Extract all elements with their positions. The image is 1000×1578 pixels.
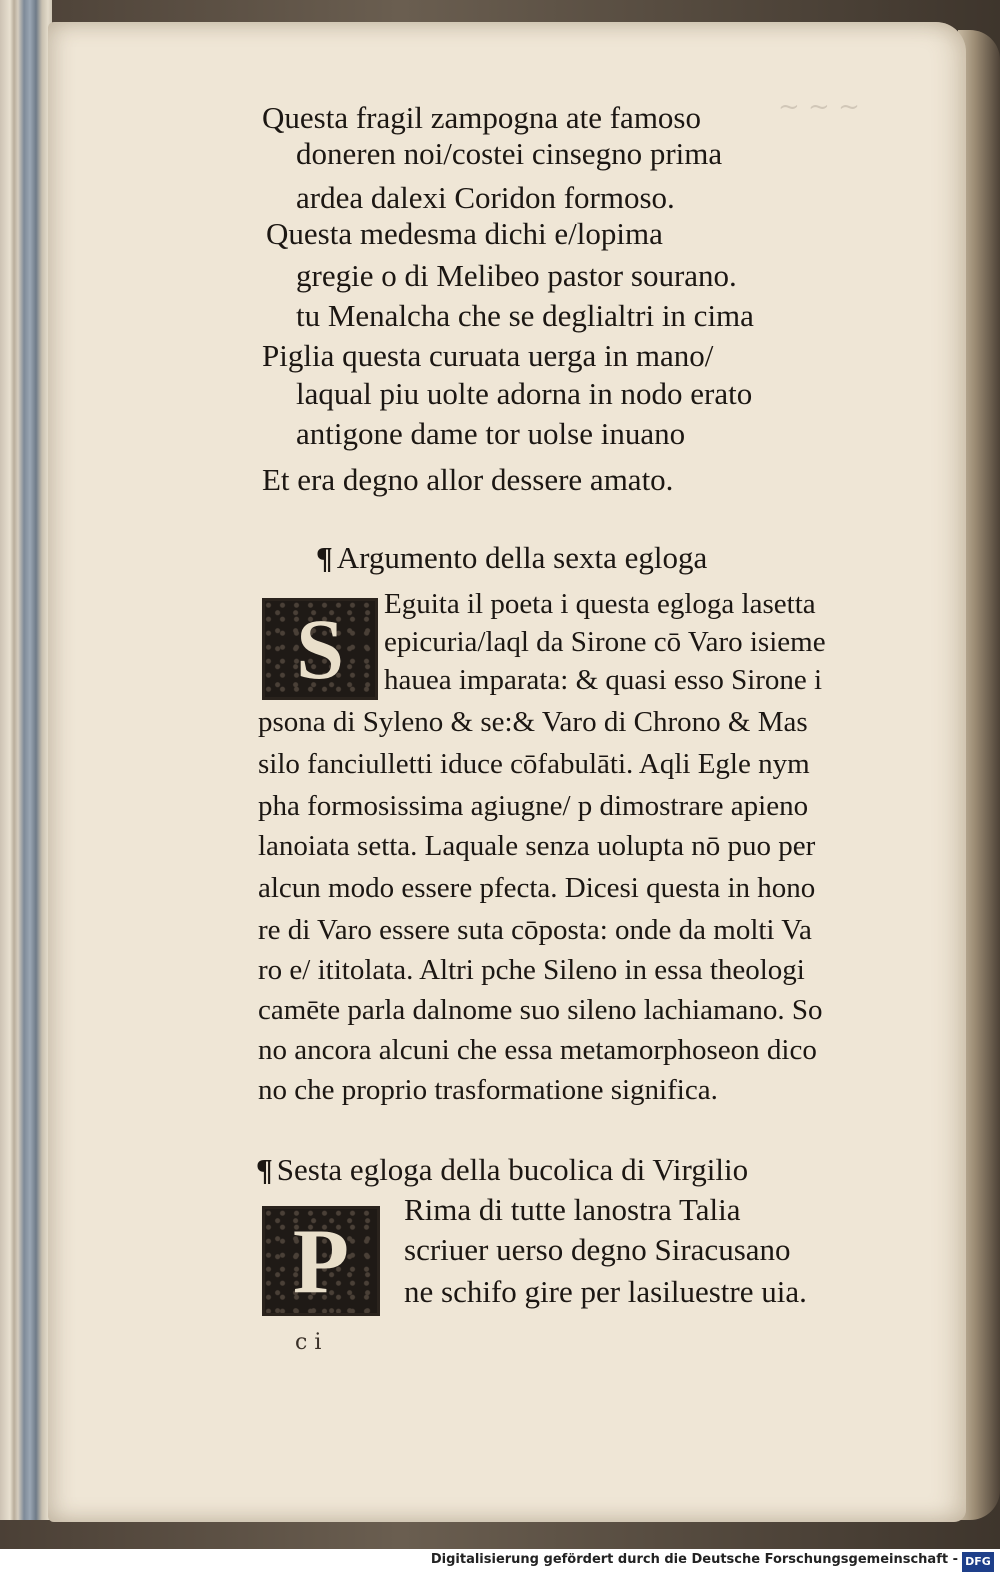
poem-line-5: gregie o di Melibeo pastor sourano. — [296, 258, 737, 293]
poem-line-7: Piglia questa curuata uerga in mano/ — [262, 338, 714, 373]
argument-heading-text: Argumento della sexta egloga — [336, 540, 708, 575]
dfg-logo-icon: DFG — [962, 1552, 994, 1572]
argument-line-10: ro e/ ititolata. Altri pche Sileno in essa theologi — [258, 954, 805, 986]
poem-line-3: ardea dalexi Coridon formoso. — [296, 180, 675, 215]
sesta-line-2: scriuer uerso degno Siracusano — [404, 1232, 791, 1267]
argument-line-3: hauea imparata: & quasi esso Sirone i — [384, 664, 823, 696]
poem-line-1: Questa fragil zampogna ate famoso — [262, 100, 701, 135]
argument-line-6: pha formosissima agiugne/ p dimostrare apieno — [258, 790, 809, 822]
poem-line-9: antigone dame tor uolse inuano — [296, 416, 686, 451]
poem-line-2: doneren noi/costei cinsegno prima — [296, 136, 723, 171]
sesta-line-3: ne schifo gire per lasiluestre uia. — [404, 1274, 807, 1309]
footer-credit: Digitalisierung gefördert durch die Deutsche Forschungsgemeinschaft - — [430, 1552, 958, 1567]
decorated-initial-p: P — [262, 1206, 380, 1316]
sesta-heading — [256, 1150, 748, 1190]
signature-mark: c i — [295, 1330, 322, 1355]
poem-line-6: tu Menalcha che se deglialtri in cima — [296, 298, 754, 333]
argument-line-1: Eguita il poeta i questa egloga lasetta — [384, 588, 816, 620]
poem-line-10: Et era degno allor dessere amato. — [262, 462, 674, 497]
sesta-line-1: Rima di tutte lanostra Talia — [404, 1192, 741, 1227]
argument-line-9: re di Varo essere suta cōposta: onde da molti Va — [258, 914, 812, 946]
decorated-initial-s: S — [262, 598, 378, 700]
argument-heading — [316, 538, 707, 578]
argument-line-12: no ancora alcuni che essa metamorphoseon dico — [258, 1034, 817, 1066]
pilcrow-mark: ¶ — [256, 1152, 273, 1187]
argument-line-11: camēte parla dalnome suo sileno lachiamano. So — [258, 994, 823, 1026]
poem-line-4: Questa medesma dichi e/lopima — [266, 216, 663, 251]
argument-line-4: psona di Syleno & se:& Varo di Chrono & Mas — [258, 706, 808, 738]
argument-line-7: lanoiata setta. Laquale senza uolupta nō puo per — [258, 830, 816, 862]
bleed-through-text: ~ ~ ~ — [778, 92, 860, 122]
argument-line-8: alcun modo essere pfecta. Dicesi questa in hono — [258, 872, 816, 904]
poem-line-8: laqual piu uolte adorna in nodo erato — [296, 376, 753, 411]
pilcrow-mark: ¶ — [316, 540, 333, 575]
argument-line-13: no che proprio trasformatione significa. — [258, 1074, 718, 1106]
argument-line-2: epicuria/laql da Sirone cō Varo isieme — [384, 626, 826, 658]
book-binding — [0, 0, 52, 1520]
sesta-heading-text: Sesta egloga della bucolica di Virgilio — [276, 1152, 749, 1187]
argument-line-5: silo fanciulletti iduce cōfabulāti. Aqli Egle nym — [258, 748, 810, 780]
